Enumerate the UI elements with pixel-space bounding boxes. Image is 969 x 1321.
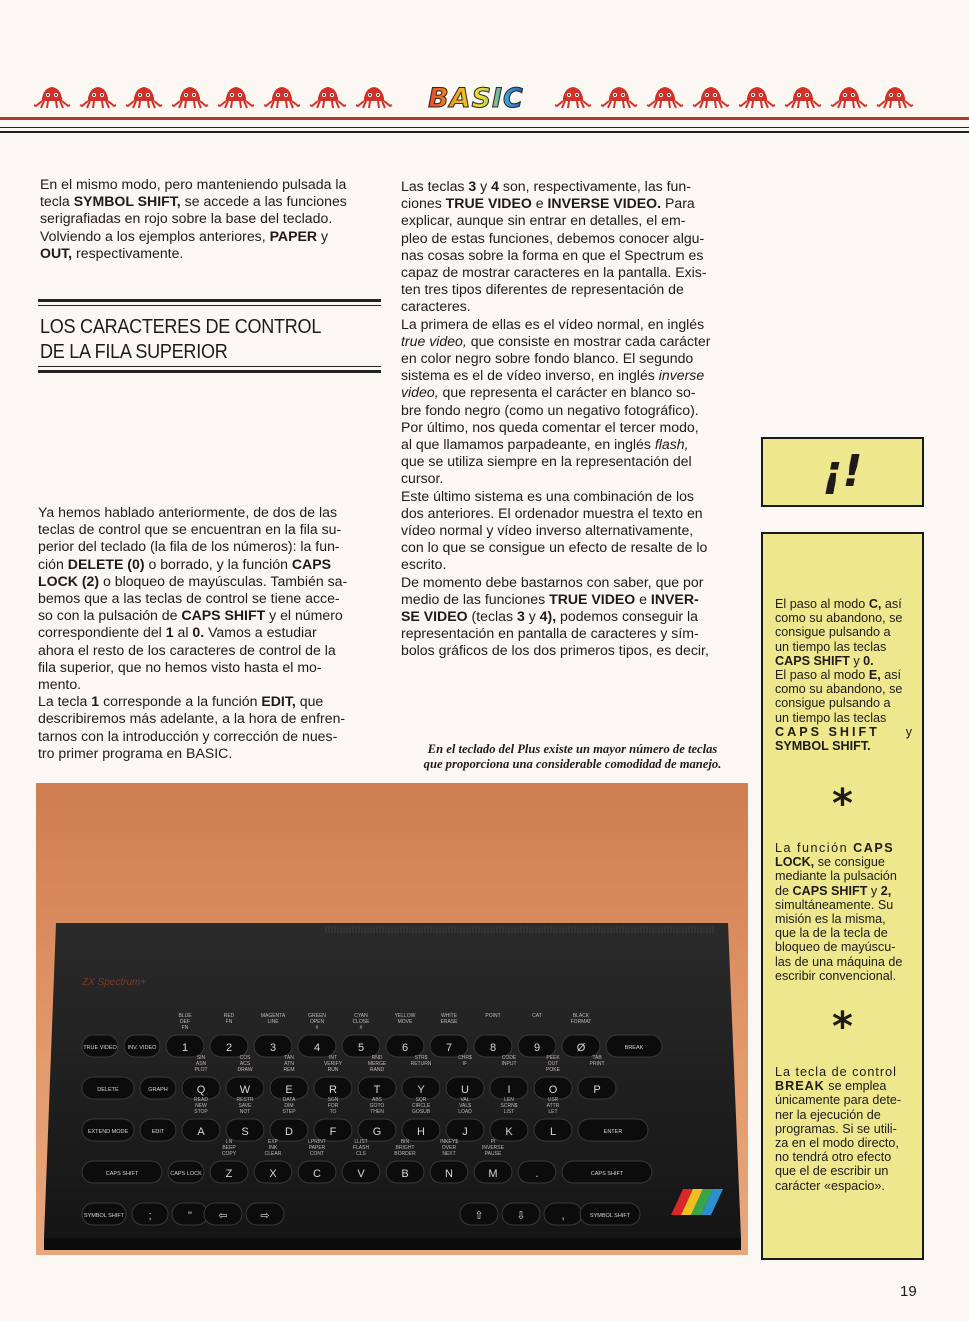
- key-legend: RED: [223, 1013, 235, 1019]
- key-label: Q: [196, 1084, 206, 1096]
- key-legend: RND: [371, 1055, 383, 1061]
- key-legend: ERASE: [440, 1019, 458, 1025]
- key-1-0: [82, 1077, 134, 1099]
- key-label: N: [445, 1168, 453, 1180]
- key-4-5: [460, 1203, 498, 1225]
- invader-icon: [875, 84, 915, 110]
- key-legend: BLUE: [178, 1013, 192, 1019]
- key-label: CAPS SHIFT: [105, 1171, 139, 1177]
- key-label: A: [197, 1126, 205, 1138]
- key-label: GRAPH: [148, 1087, 168, 1093]
- key-label: M: [488, 1168, 498, 1180]
- key-legend: DRAW: [237, 1067, 253, 1073]
- key-label: 6: [401, 1042, 409, 1054]
- key-legend: VERIFY: [323, 1061, 343, 1067]
- key-legend: CHR$: [458, 1055, 472, 1061]
- key-legend: THEN: [370, 1109, 384, 1115]
- key-legend: CYAN: [354, 1013, 368, 1019]
- key-legend: MOVE: [397, 1019, 413, 1025]
- key-label: B: [401, 1168, 409, 1180]
- key-legend: WHITE: [440, 1013, 458, 1019]
- brand-label: ZX Spectrum+: [82, 977, 147, 988]
- invader-row-right: [553, 84, 915, 112]
- key-legend: VAL: [460, 1097, 470, 1103]
- tip-modes: El paso al modo C, así como su abandono, se consigue pulsando a un tiempo las teclas CAPS SHIFT y 0. El paso al modo E, así como su abandono, se consigue pulsando a un tiempo las teclas CAPS SHIFT y SYMBOL SHIFT.: [775, 597, 915, 754]
- key-label: CAPS SHIFT: [590, 1171, 624, 1177]
- key-4-1: [132, 1203, 168, 1225]
- zx-spectrum-plus-keyboard: [36, 783, 748, 1255]
- key-0-0: [82, 1035, 118, 1057]
- key-legend: POKE: [546, 1067, 560, 1073]
- key-legend: STOP: [194, 1109, 208, 1115]
- section-heading: LOS CARACTERES DE CONTROL DE LA FILA SUPERIOR: [40, 315, 322, 363]
- key-label: E: [285, 1084, 293, 1096]
- key-legend: FORMAT: [570, 1019, 592, 1025]
- key-legend: TO: [329, 1109, 337, 1115]
- key-3-9: [518, 1161, 556, 1183]
- key-legend: MAGENTA: [260, 1013, 286, 1019]
- key-3-10: [562, 1161, 652, 1183]
- key-legend: SQR: [415, 1097, 427, 1103]
- key-legend: ABS: [371, 1097, 383, 1103]
- key-legend: CIRCLE: [411, 1103, 431, 1109]
- key-legend: COS: [239, 1055, 251, 1061]
- key-legend: GREEN: [308, 1013, 326, 1019]
- key-label: .: [535, 1168, 539, 1180]
- intro-paragraph: En el mismo modo, pero manteniendo pulsada la tecla SYMBOL SHIFT, se accede a las funciones serigrafiadas en rojo sobre la base del teclado. Volviendo a los ejemplos anteriores, PAPER y OUT, respectivamente.: [40, 176, 347, 261]
- key-label: 2: [225, 1042, 233, 1054]
- key-3-0: [82, 1161, 162, 1183]
- key-legend: CONT: [309, 1151, 325, 1157]
- key-0-12: [606, 1035, 662, 1057]
- key-legend: RAND: [369, 1067, 385, 1073]
- key-label: V: [357, 1168, 365, 1180]
- key-legend: SIN: [196, 1055, 206, 1061]
- key-label: SYMBOL SHIFT: [83, 1213, 125, 1219]
- key-legend: NEW: [195, 1103, 207, 1109]
- invader-icon: [645, 84, 685, 110]
- invader-icon: [170, 84, 210, 110]
- invader-icon: [691, 84, 731, 110]
- key-legend: SAVE: [238, 1103, 252, 1109]
- header-rule-thin: [0, 127, 969, 128]
- body-left: Ya hemos hablado anteriormente, de dos de las teclas de control que se encuentran en la fila su- perior del teclado (la fila de los números): la fun- ción DELETE (0) o borrado, y la función CAPS LOCK (2) o bloqueo de mayúsculas. También sa- bemos que a las teclas de control se tiene acce- so con la pulsación de CAPS SHIFT y el número correspondiente del 1 al 0. Vamos a estudiar ahora el resto de los caracteres de control de la fila superior, que no hemos visto hasta el mo- mento. La tecla 1 corresponde a la función EDIT, que describiremos más adelante, a la hora de enfren- tarnos con la introducción y corrección de nues- tro primer programa en BASIC.: [38, 504, 348, 761]
- key-label: U: [461, 1084, 469, 1096]
- key-label: BREAK: [624, 1045, 644, 1051]
- key-label: 4: [313, 1042, 321, 1054]
- key-legend: REM: [283, 1067, 295, 1073]
- key-legend: NOT: [239, 1109, 251, 1115]
- key-label: 1: [181, 1042, 189, 1054]
- key-label: ;: [148, 1210, 152, 1222]
- key-legend: FLASH: [352, 1145, 370, 1151]
- invader-icon: [599, 84, 639, 110]
- invader-icon: [829, 84, 869, 110]
- key-legend: DEF: [180, 1019, 190, 1025]
- invader-icon: [78, 84, 118, 110]
- key-legend: CLOSE: [352, 1019, 370, 1025]
- key-2-1: [140, 1119, 176, 1141]
- section-heading-block: [38, 299, 381, 377]
- key-legend: MERGE: [367, 1061, 387, 1067]
- key-label: R: [329, 1084, 337, 1096]
- key-legend: #: [315, 1025, 319, 1031]
- sidebar-tips-box: [761, 532, 924, 1260]
- key-4-3: [204, 1203, 242, 1225]
- key-legend: CAT: [532, 1013, 542, 1019]
- key-legend: FN: [225, 1019, 233, 1025]
- key-2-11: [578, 1119, 648, 1141]
- key-legend: INKEY$: [440, 1139, 458, 1145]
- key-label: SYMBOL SHIFT: [589, 1213, 631, 1219]
- key-legend: VAL$: [459, 1103, 471, 1109]
- key-label: CAPS LOCK: [170, 1171, 202, 1177]
- key-label: W: [239, 1084, 251, 1096]
- key-label: 9: [533, 1042, 541, 1054]
- sidebar-mark-box: [761, 437, 924, 507]
- key-label: ⇩: [516, 1210, 526, 1222]
- key-legend: OUT: [547, 1061, 559, 1067]
- key-legend: NEXT: [442, 1151, 456, 1157]
- key-label: L: [549, 1126, 557, 1138]
- key-label: 5: [357, 1042, 365, 1054]
- invader-icon: [216, 84, 256, 110]
- invader-icon: [737, 84, 777, 110]
- key-legend: PRINT: [589, 1061, 605, 1067]
- key-legend: YELLOW: [394, 1013, 416, 1019]
- key-legend: FN: [181, 1025, 189, 1031]
- key-label: ⇧: [474, 1210, 484, 1222]
- key-legend: OVER: [441, 1145, 457, 1151]
- key-label: INV. VIDEO: [127, 1045, 157, 1051]
- key-3-1: [168, 1161, 204, 1183]
- key-legend: ASN: [195, 1061, 207, 1067]
- key-legend: LIST: [503, 1109, 515, 1115]
- key-legend: BEEP: [222, 1145, 236, 1151]
- key-label: F: [329, 1126, 337, 1138]
- invader-icon: [553, 84, 593, 110]
- invader-icon: [354, 84, 394, 110]
- key-legend: LLIST: [354, 1139, 368, 1145]
- invader-row-left: [32, 84, 394, 112]
- key-label: ,: [561, 1210, 565, 1222]
- key-legend: CLEAR: [264, 1151, 282, 1157]
- key-legend: READ: [194, 1097, 208, 1103]
- key-4-0: [82, 1203, 126, 1225]
- key-legend: RESTR: [236, 1097, 254, 1103]
- photo-caption: En el teclado del Plus existe un mayor número de teclas que proporciona una considerable comodidad de manejo.: [423, 742, 722, 771]
- key-legend: PAPER: [308, 1145, 326, 1151]
- key-legend: DIM: [284, 1103, 294, 1109]
- key-legend: OPEN: [309, 1019, 325, 1025]
- key-label: C: [313, 1168, 321, 1180]
- key-label: EXTEND MODE: [87, 1129, 129, 1135]
- invader-icon: [124, 84, 164, 110]
- key-4-8: [580, 1203, 640, 1225]
- asterisk-separator: *: [832, 1004, 853, 1050]
- key-legend: BORDER: [394, 1151, 416, 1157]
- key-1-1: [140, 1077, 176, 1099]
- key-legend: GOTO: [369, 1103, 385, 1109]
- key-legend: RUN: [327, 1067, 339, 1073]
- key-label: G: [372, 1126, 382, 1138]
- key-legend: SGN: [327, 1097, 339, 1103]
- exclamation-mark: ¡!: [822, 446, 863, 497]
- key-0-1: [124, 1035, 160, 1057]
- invader-icon: [262, 84, 302, 110]
- key-4-2: [172, 1203, 208, 1225]
- key-legend: INPUT: [501, 1061, 517, 1067]
- key-2-0: [82, 1119, 134, 1141]
- key-label: ⇦: [218, 1210, 228, 1222]
- key-label: S: [241, 1126, 249, 1138]
- key-legend: LOAD: [458, 1109, 472, 1115]
- invader-icon: [783, 84, 823, 110]
- key-legend: INVERSE: [482, 1145, 504, 1151]
- key-4-4: [246, 1203, 284, 1225]
- key-legend: PAUSE: [484, 1151, 502, 1157]
- key-4-7: [544, 1203, 582, 1225]
- key-label: K: [505, 1126, 513, 1138]
- key-label: 8: [489, 1042, 497, 1054]
- section-logo: BASIC: [426, 83, 526, 115]
- key-legend: PEEK: [546, 1055, 560, 1061]
- key-legend: FOR: [327, 1103, 339, 1109]
- key-label: P: [593, 1084, 601, 1096]
- page-number: 19: [900, 1283, 917, 1300]
- key-label: DELETE: [97, 1087, 119, 1093]
- key-label: X: [269, 1168, 277, 1180]
- key-label: H: [417, 1126, 425, 1138]
- key-legend: TAN: [284, 1055, 294, 1061]
- key-legend: STEP: [282, 1109, 296, 1115]
- key-label: ": [188, 1210, 192, 1222]
- key-legend: STR$: [414, 1055, 428, 1061]
- key-legend: GOSUB: [411, 1109, 431, 1115]
- key-label: J: [462, 1126, 468, 1138]
- invader-icon: [308, 84, 348, 110]
- key-legend: ACS: [239, 1061, 251, 1067]
- key-legend: LEN: [504, 1097, 514, 1103]
- key-legend: USR: [547, 1097, 559, 1103]
- key-label: EDIT: [151, 1129, 165, 1135]
- key-legend: #: [359, 1025, 363, 1031]
- key-legend: DATA: [282, 1097, 296, 1103]
- key-legend: INT: [328, 1055, 338, 1061]
- tip-caps-lock: La función CAPS LOCK, se consigue mediante la pulsación de CAPS SHIFT y 2, simultáneamente. Su misión es la misma, que la de la tecla de bloqueo de mayúscu- las de una máquina de escribir convencional.: [775, 841, 903, 983]
- key-label: Ø: [576, 1042, 586, 1054]
- tip-break: La tecla de control BREAK se emplea únicamente para dete- ner la ejecución de programas. Si se utili- za en el modo directo, no tendrá otro efecto que el de escribir un carácter «espacio».: [775, 1065, 902, 1193]
- key-legend: ATTR: [546, 1103, 560, 1109]
- key-label: 7: [445, 1042, 453, 1054]
- key-label: I: [507, 1084, 511, 1096]
- key-legend: IF: [462, 1061, 468, 1067]
- key-legend: EXP: [267, 1139, 279, 1145]
- key-label: Z: [225, 1168, 233, 1180]
- key-legend: CODE: [501, 1055, 517, 1061]
- key-legend: PI: [490, 1139, 496, 1145]
- key-legend: LINE: [267, 1019, 279, 1025]
- key-legend: LPRINT: [308, 1139, 326, 1145]
- key-label: Y: [417, 1084, 425, 1096]
- asterisk-separator: *: [832, 781, 853, 827]
- key-legend: INK: [268, 1145, 278, 1151]
- key-label: ENTER: [603, 1129, 623, 1135]
- key-legend: BRIGHT: [395, 1145, 415, 1151]
- key-label: TRUE VIDEO: [83, 1045, 117, 1051]
- key-legend: BLACK: [572, 1013, 590, 1019]
- key-legend: SCRN$: [500, 1103, 518, 1109]
- key-legend: LET: [548, 1109, 558, 1115]
- invader-icon: [32, 84, 72, 110]
- key-legend: POINT: [485, 1013, 501, 1019]
- key-legend: CLS: [356, 1151, 366, 1157]
- key-legend: BIN: [400, 1139, 410, 1145]
- key-legend: TAB: [592, 1055, 602, 1061]
- header-rule-red: [0, 117, 969, 120]
- key-legend: PLOT: [194, 1067, 208, 1073]
- key-label: D: [285, 1126, 293, 1138]
- header-rule-thick: [0, 131, 969, 133]
- key-legend: RETURN: [410, 1061, 432, 1067]
- keyboard-photo: [36, 783, 748, 1255]
- key-legend: ATN: [284, 1061, 294, 1067]
- key-legend: LN: [225, 1139, 233, 1145]
- key-label: O: [548, 1084, 558, 1096]
- key-legend: COPY: [221, 1151, 237, 1157]
- key-label: ⇨: [260, 1210, 270, 1222]
- key-label: T: [373, 1084, 381, 1096]
- key-label: 3: [269, 1042, 277, 1054]
- key-4-6: [502, 1203, 540, 1225]
- body-right: Las teclas 3 y 4 son, respectivamente, las fun- ciones TRUE VIDEO e INVERSE VIDEO. Para explicar, aunque sin entrar en detalles, el em- pleo de estas funciones, debemos conocer algu- nas cosas sobre la forma en que el Spectrum es capaz de mostrar caracteres en la pantalla. Exis- ten tres tipos diferentes de representación de caracteres. La primera de ellas es el vídeo normal, en inglés true video, que consiste en mostrar cada carácter en color negro sobre fondo blanco. El segundo sistema es el de vídeo inverso, en inglés inverse video, que representa el carácter en blanco so- bre fondo negro (como un negativo fotográfico). Por último, nos queda comentar el tercer modo, al que llamamos parpadeante, en inglés flash, que se utiliza siempre en la representación del cursor. Este último sistema es una combinación de los dos anteriores. El ordenador muestra el texto en vídeo normal y vídeo inverso alternativamente, con lo que se consigue un efecto de resalte de lo escrito. De momento debe bastarnos con saber, que por medio de las funciones TRUE VIDEO e INVER- SE VIDEO (teclas 3 y 4), podemos conseguir la representación en pantalla de caracteres y sím- bolos gráficos de los dos primeros tipos, es decir,: [401, 178, 711, 659]
